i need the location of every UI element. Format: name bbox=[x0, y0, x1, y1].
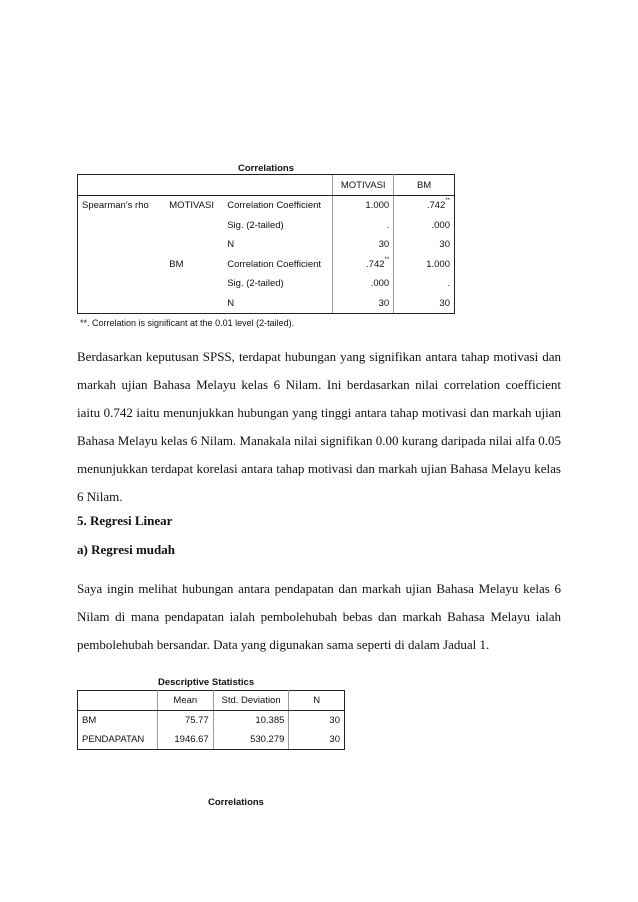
cell-value: .000 bbox=[394, 216, 455, 236]
correlations-table-title: Correlations bbox=[238, 163, 294, 174]
section-heading: 5. Regresi Linear bbox=[77, 513, 173, 528]
descriptive-stats-title: Descriptive Statistics bbox=[158, 677, 255, 688]
row-variable: BM bbox=[169, 258, 184, 270]
table-row bbox=[78, 730, 345, 750]
cell-value: . bbox=[333, 216, 394, 236]
row-statistic: N bbox=[223, 294, 333, 314]
cell-value: 1.000 bbox=[394, 255, 455, 275]
paragraph-regression-intro: Saya ingin melihat hubungan antara pendapatan dan markah ujian Bahasa Melayu kelas 6 Nilam di mana pendapatan ialah pembolehubah bebas dan markah Bahasa Melayu ialah pembolehubah bersandar. Data yang digunakan sama seperti di dalam Jadual 1. bbox=[77, 581, 561, 652]
cell-value: .742** bbox=[333, 255, 394, 275]
cell-mean: 1946.67 bbox=[157, 730, 213, 750]
cell-n: 30 bbox=[289, 730, 345, 750]
cell-value: 30 bbox=[333, 235, 394, 255]
cell-sd: 530.279 bbox=[213, 730, 289, 750]
paragraph-correlation-result: Berdasarkan keputusan SPSS, terdapat hubungan yang signifikan antara tahap motivasi dan markah ujian Bahasa Melayu kelas 6 Nilam. Ini berdasarkan nilai correlation coefficient iaitu 0.742 iaitu menunjukkan hubungan yang tinggi antara tahap motivasi dan markah ujian Bahasa Melayu kelas 6 Nilam. Manakala nilai signifikan 0.00 kurang daripada nilai alfa 0.05 menunjukkan terdapat korelasi antara tahap motivasi dan markah ujian Bahasa Melayu kelas 6 Nilam. bbox=[77, 349, 561, 504]
descriptive-stats-table bbox=[77, 690, 345, 750]
table-row bbox=[78, 255, 455, 275]
cell-value: 30 bbox=[394, 294, 455, 314]
header-empty-cell bbox=[78, 691, 158, 711]
col-header-mean: Mean bbox=[157, 691, 213, 711]
table-row bbox=[78, 711, 345, 731]
correlations-table bbox=[77, 174, 455, 314]
cell-mean: 75.77 bbox=[157, 711, 213, 731]
cell-sd: 10.385 bbox=[213, 711, 289, 731]
row-statistic: Correlation Coefficient bbox=[223, 196, 333, 216]
cell-value: . bbox=[394, 274, 455, 294]
col-header-motivasi: MOTIVASI bbox=[333, 175, 394, 196]
row-variable bbox=[165, 294, 223, 314]
cell-value: .000 bbox=[333, 274, 394, 294]
cell-value: 30 bbox=[333, 294, 394, 314]
table-row bbox=[78, 274, 455, 294]
cell-value: .742** bbox=[394, 196, 455, 216]
table-header-row bbox=[78, 175, 455, 196]
table-row bbox=[78, 216, 455, 236]
row-statistic: Sig. (2-tailed) bbox=[223, 274, 333, 294]
table-row bbox=[78, 196, 455, 216]
col-header-std-deviation: Std. Deviation bbox=[213, 691, 289, 711]
row-label: PENDAPATAN bbox=[78, 730, 158, 750]
table-header-row bbox=[78, 691, 345, 711]
row-variable bbox=[165, 216, 223, 236]
correlations-table-2-title: Correlations bbox=[208, 797, 264, 808]
row-variable bbox=[165, 235, 223, 255]
table-row bbox=[78, 235, 455, 255]
cell-value: 1.000 bbox=[333, 196, 394, 216]
table-footnote: **. Correlation is significant at the 0.01 level (2-tailed). bbox=[80, 318, 295, 328]
cell-value: 30 bbox=[394, 235, 455, 255]
header-empty-cell bbox=[78, 175, 333, 196]
row-statistic: Sig. (2-tailed) bbox=[223, 216, 333, 236]
subsection-heading: a) Regresi mudah bbox=[77, 542, 175, 557]
row-variable bbox=[165, 274, 223, 294]
rho-label: Spearman's rho bbox=[78, 196, 166, 216]
row-statistic: Correlation Coefficient bbox=[223, 255, 333, 275]
row-label: BM bbox=[78, 711, 158, 731]
cell-n: 30 bbox=[289, 711, 345, 731]
row-variable: MOTIVASI bbox=[169, 200, 214, 212]
row-statistic: N bbox=[223, 235, 333, 255]
col-header-n: N bbox=[289, 691, 345, 711]
table-row bbox=[78, 294, 455, 314]
col-header-bm: BM bbox=[394, 175, 455, 196]
